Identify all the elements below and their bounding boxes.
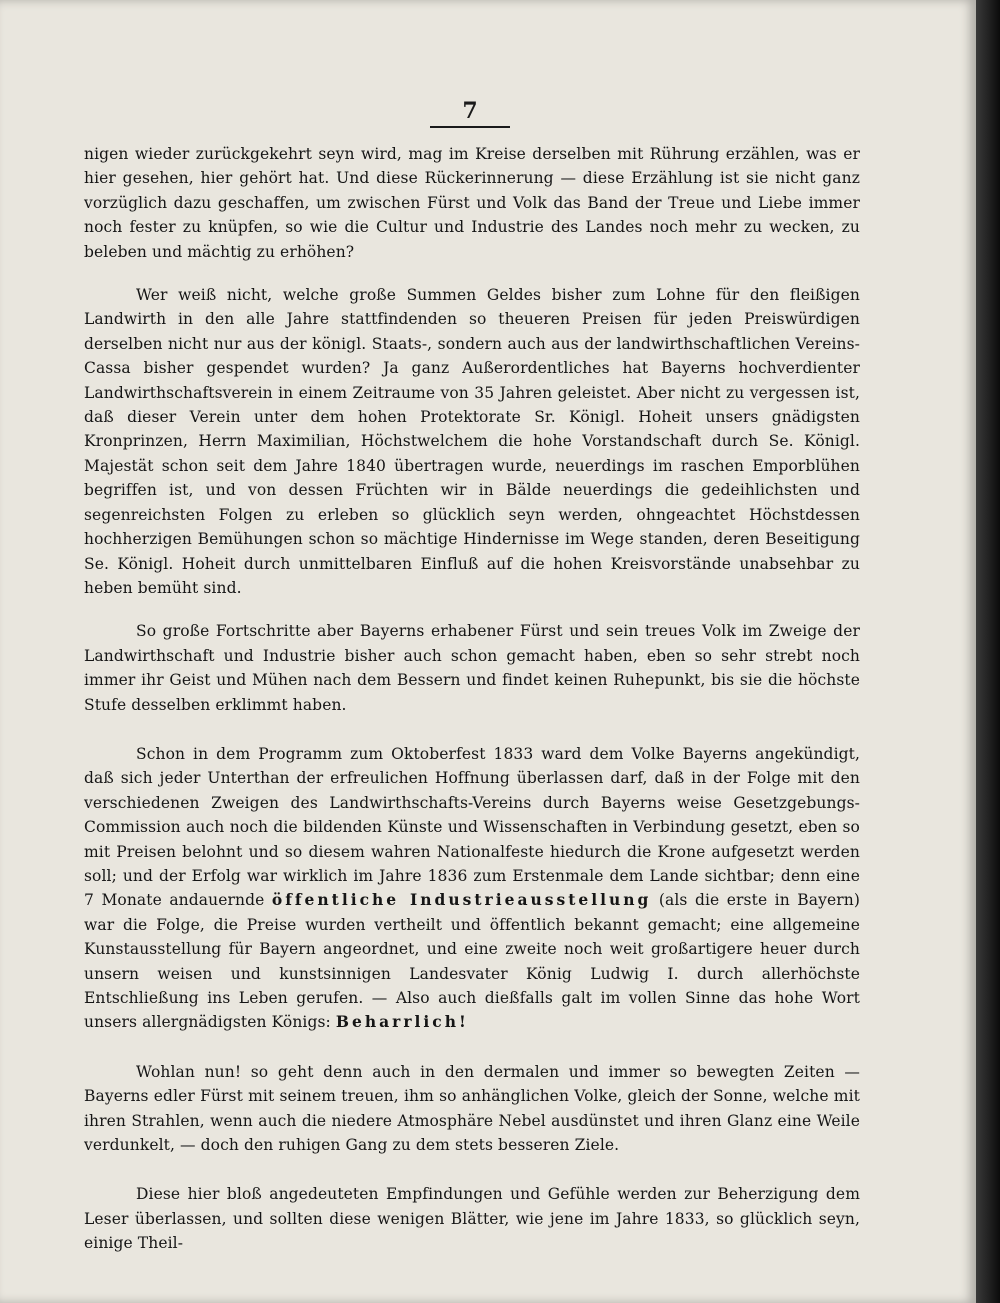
scan-edge [976,0,1000,1303]
paragraph-4 [84,742,860,1035]
page-number: 7 [462,98,478,124]
emphasis-industrieausstellung: öffentliche Industrieausstellung [271,890,652,910]
paragraph-4-middle: (als die erste in Bayern) war die Folge, die Preise wurden vertheilt und öffentlich bekannt gemacht; eine allgemeine Kunstausstellung für Bayern angeordnet, und eine zweite noch weit großartigere heuer durch unsern weisen und kunstsinnigen Landesvater König Ludwig I. durch allerhöchste Entschließung ins Leben gerufen. — Also auch dießfalls galt im vollen Sinne das hohe Wort unsers allergnädigsten Königs: [84,891,861,1032]
paragraph-1: nigen wieder zurückgekehrt seyn wird, mag im Kreise derselben mit Rührung erzählen, was er hier gesehen, hier gehört hat. Und diese Rückerinnerung — diese Erzählung ist sie nicht ganz vorzüglich dazu geschaffen, um zwischen Fürst und Volk das Band der Treue und Liebe immer noch fester zu knüpfen, so wie die Cultur und Industrie des Landes noch mehr zu wecken, zu beleben und mächtig zu erhöhen? [84,145,860,261]
paragraph-4-start: Schon in dem Programm zum Oktoberfest 1833 ward dem Volke Bayerns angekündigt, daß sich jeder Unterthan der erfreulichen Hoffnung überlassen darf, daß in der Folge mit den verschiedenen Zweigen des Landwirthschafts-Vereins durch Bayerns weise Gesetzgebungs-Commission auch noch die bildenden Künste und Wissenschaften in Verbindung gesetzt, eben so mit Preisen belohnt und so diesem wahren Nationalfeste hiedurch die Krone aufgesetzt werden soll; und der Erfolg war wirklich im Jahre 1836 zum Erstenmale dem Lande sichtbar; denn eine 7 Monate andauernde [84,744,860,910]
page-number-rule [430,126,510,128]
paragraph-5: Wohlan nun! so geht denn auch in den dermalen und immer so bewegten Zeiten — Bayerns edler Fürst mit seinem treuen, ihm so anhänglichen Volke, gleich der Sonne, welche mit ihren Strahlen, wenn auch die niedere Atmosphäre Nebel ausdünstet und ihren Glanz eine Weile verdunkelt, — doch den ruhigen Gang zu dem stets besseren Ziele. [84,1062,860,1155]
paragraph-3: So große Fortschritte aber Bayerns erhabener Fürst und sein treues Volk im Zweige der Landwirthschaft und Industrie bisher auch schon gemacht haben, eben so sehr strebt noch immer ihr Geist und Mühen nach dem Bessern und findet keinen Ruhepunkt, bis sie die höchste Stufe desselben erklimmt haben. [84,622,860,714]
page-body [84,142,860,1256]
emphasis-beharrlich: Beharrlich! [335,1012,469,1032]
paragraph-6: Diese hier bloß angedeuteten Empfindungen und Gefühle werden zur Beherzigung dem Leser überlassen, und sollten diese wenigen Blätter, wie jene im Jahre 1833, so glücklich seyn, einige Theil- [84,1185,860,1253]
paragraph-2: Wer weiß nicht, welche große Summen Geldes bisher zum Lohne für den fleißigen Landwirth in den alle Jahre stattfindenden so theueren Preisen für jeden Preiswürdigen derselben nicht nur aus der königl. Staats-, sondern auch aus der landwirthschaftlichen Vereins-Cassa bisher gespendet wurden? Ja ganz Außerordentliches hat Bayerns hochverdienter Landwirthschaftsverein in einem Zeitraume von 35 Jahren geleistet. Aber nicht zu vergessen ist, daß dieser Verein unter dem hohen Protektorate Sr. Königl. Hoheit unsers gnädigsten Kronprinzen, Herrn Maximilian, Höchstwelchem die hohe Vorstandschaft durch Se. Königl. Majestät schon seit dem Jahre 1840 übertragen wurde, neuerdings im raschen Emporblühen begriffen ist, und von dessen Früchten wir in Bälde neuerdings die gedeihlichsten und segenreichsten Folgen zu erleben so glücklich seyn werden, ohngeachtet Höchstdessen hochherzigen Bemühungen schon so mächtige Hindernisse im Wege standen, deren Beseitigung Se. Königl. Hoheit durch unmittelbaren Einfluß auf die hohen Kreisvorstände unabsehbar zu heben bemüht sind. [84,286,860,597]
